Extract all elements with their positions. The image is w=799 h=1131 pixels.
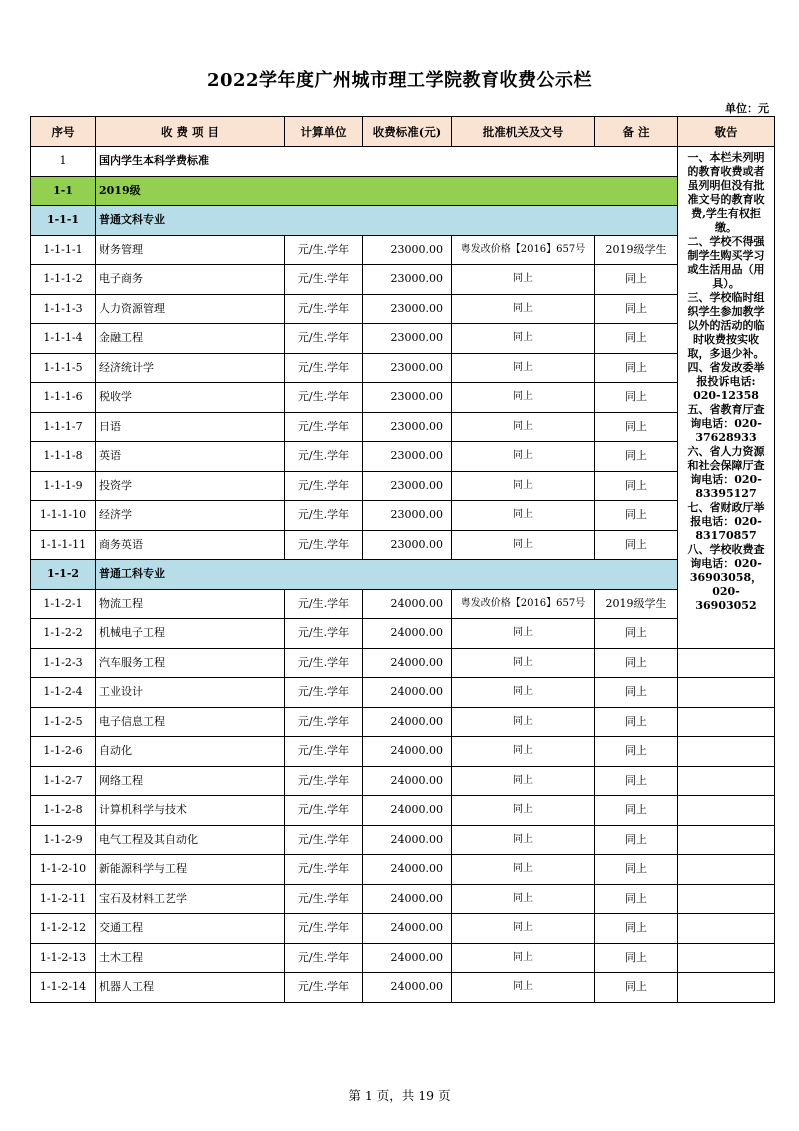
notice-empty-cell — [678, 884, 775, 914]
row-unit: 元/生.学年 — [285, 501, 363, 531]
row-approval: 同上 — [452, 294, 595, 324]
row-approval: 同上 — [452, 914, 595, 944]
row-note: 2019级学生 — [595, 235, 678, 265]
row-no: 1-1-1-5 — [31, 353, 96, 383]
table-row — [31, 766, 775, 796]
notice-line: 报电话：020- — [690, 515, 762, 528]
notice-line: 缴。 — [715, 221, 737, 234]
row-approval: 同上 — [452, 766, 595, 796]
table-row — [31, 678, 775, 708]
notice-line: 37628933 — [695, 431, 757, 444]
notice-line: 六、省人力资源 — [687, 445, 765, 458]
row-no: 1-1-1-2 — [31, 265, 96, 295]
row-approval: 同上 — [452, 265, 595, 295]
row-standard: 24000.00 — [363, 737, 452, 767]
row-standard: 23000.00 — [363, 324, 452, 354]
section-no: 1-1-1 — [31, 206, 96, 236]
row-note: 同上 — [595, 265, 678, 295]
row-no: 1-1-2-3 — [31, 648, 96, 678]
notice-line: 询电话：020- — [690, 473, 762, 486]
header-row — [31, 117, 775, 147]
notice-text — [681, 151, 771, 613]
row-no: 1-1-1-8 — [31, 442, 96, 472]
table-row — [31, 530, 775, 560]
row-approval: 粤发改价格【2016】657号 — [452, 589, 595, 619]
table-row — [31, 501, 775, 531]
table-row — [31, 973, 775, 1003]
row-note: 同上 — [595, 353, 678, 383]
table-row — [31, 265, 775, 295]
row-standard: 23000.00 — [363, 265, 452, 295]
section-row-liberal — [31, 206, 775, 236]
notice-line: 020-12358 — [693, 389, 759, 402]
table-row — [31, 737, 775, 767]
row-unit: 元/生.学年 — [285, 943, 363, 973]
row-approval: 粤发改价格【2016】657号 — [452, 235, 595, 265]
row-standard: 24000.00 — [363, 884, 452, 914]
row-unit: 元/生.学年 — [285, 973, 363, 1003]
row-unit: 元/生.学年 — [285, 796, 363, 826]
section-name: 国内学生本科学费标准 — [96, 147, 678, 177]
notice-line: 八、学校收费查 — [687, 543, 765, 556]
row-item: 人力资源管理 — [96, 294, 285, 324]
row-approval: 同上 — [452, 324, 595, 354]
row-approval: 同上 — [452, 353, 595, 383]
row-note: 同上 — [595, 412, 678, 442]
row-no: 1-1-2-14 — [31, 973, 96, 1003]
notice-line: 询电话：020- — [690, 417, 762, 430]
table-row — [31, 914, 775, 944]
row-standard: 24000.00 — [363, 766, 452, 796]
row-no: 1-1-1-4 — [31, 324, 96, 354]
notice-line: 或生活用品（用 — [687, 263, 765, 276]
row-no: 1-1-1-1 — [31, 235, 96, 265]
row-unit: 元/生.学年 — [285, 383, 363, 413]
table-row — [31, 412, 775, 442]
row-approval: 同上 — [452, 648, 595, 678]
row-unit: 元/生.学年 — [285, 825, 363, 855]
notice-empty-cell — [678, 943, 775, 973]
row-no: 1-1-2-9 — [31, 825, 96, 855]
fee-table — [30, 116, 775, 1003]
table-row — [31, 442, 775, 472]
row-approval: 同上 — [452, 619, 595, 649]
unit-note: 单位：元 — [725, 102, 769, 115]
row-item: 自动化 — [96, 737, 285, 767]
row-note: 同上 — [595, 914, 678, 944]
row-approval: 同上 — [452, 501, 595, 531]
row-item: 电子商务 — [96, 265, 285, 295]
row-unit: 元/生.学年 — [285, 265, 363, 295]
row-note: 同上 — [595, 855, 678, 885]
notice-line: 的教育收费或者 — [687, 165, 765, 178]
row-standard: 24000.00 — [363, 589, 452, 619]
section-name: 2019级 — [96, 176, 678, 206]
row-no: 1-1-2-1 — [31, 589, 96, 619]
notice-line: 以外的活动的临 — [687, 319, 765, 332]
row-note: 同上 — [595, 442, 678, 472]
notice-line: 36903052 — [695, 599, 757, 612]
row-approval: 同上 — [452, 884, 595, 914]
notice-empty-cell — [678, 648, 775, 678]
row-approval: 同上 — [452, 471, 595, 501]
row-item: 汽车服务工程 — [96, 648, 285, 678]
row-unit: 元/生.学年 — [285, 353, 363, 383]
section-row-top — [31, 147, 775, 177]
header-note: 备 注 — [595, 117, 678, 147]
row-approval: 同上 — [452, 943, 595, 973]
section-no: 1-1 — [31, 176, 96, 206]
row-note: 同上 — [595, 619, 678, 649]
notice-empty-cell — [678, 855, 775, 885]
notice-line: 36903058，020- — [689, 571, 763, 598]
row-standard: 24000.00 — [363, 855, 452, 885]
row-note: 同上 — [595, 973, 678, 1003]
row-unit: 元/生.学年 — [285, 471, 363, 501]
page-title: 2022学年度广州城市理工学院教育收费公示栏 — [206, 70, 593, 91]
row-note: 同上 — [595, 678, 678, 708]
row-unit: 元/生.学年 — [285, 884, 363, 914]
row-unit: 元/生.学年 — [285, 589, 363, 619]
notice-empty-cell — [678, 825, 775, 855]
table-row — [31, 825, 775, 855]
row-item: 电气工程及其自动化 — [96, 825, 285, 855]
row-note: 同上 — [595, 737, 678, 767]
row-item: 商务英语 — [96, 530, 285, 560]
row-approval: 同上 — [452, 707, 595, 737]
notice-line: 虽列明但没有批 — [687, 179, 765, 192]
row-standard: 23000.00 — [363, 530, 452, 560]
row-note: 同上 — [595, 383, 678, 413]
row-standard: 23000.00 — [363, 235, 452, 265]
row-item: 新能源科学与工程 — [96, 855, 285, 885]
row-item: 计算机科学与技术 — [96, 796, 285, 826]
notice-line: 83395127 — [695, 487, 757, 500]
row-item: 宝石及材料工艺学 — [96, 884, 285, 914]
row-unit: 元/生.学年 — [285, 914, 363, 944]
row-unit: 元/生.学年 — [285, 530, 363, 560]
row-approval: 同上 — [452, 442, 595, 472]
row-standard: 23000.00 — [363, 294, 452, 324]
row-standard: 24000.00 — [363, 648, 452, 678]
section-name: 普通工科专业 — [96, 560, 678, 590]
row-standard: 23000.00 — [363, 353, 452, 383]
row-no: 1-1-2-4 — [31, 678, 96, 708]
notice-line: 报投诉电话: — [696, 375, 756, 388]
row-unit: 元/生.学年 — [285, 707, 363, 737]
row-approval: 同上 — [452, 530, 595, 560]
notice-line: 四、省发改委举 — [687, 361, 765, 374]
row-item: 金融工程 — [96, 324, 285, 354]
header-standard: 收费标准(元) — [363, 117, 452, 147]
row-no: 1-1-2-11 — [31, 884, 96, 914]
section-no: 1 — [31, 147, 96, 177]
notice-line: 五、省教育厅查 — [687, 403, 765, 416]
row-standard: 24000.00 — [363, 678, 452, 708]
row-standard: 24000.00 — [363, 825, 452, 855]
notice-cell — [678, 147, 775, 649]
row-no: 1-1-1-3 — [31, 294, 96, 324]
table-row — [31, 589, 775, 619]
row-unit: 元/生.学年 — [285, 619, 363, 649]
row-item: 税收学 — [96, 383, 285, 413]
notice-line: 83170857 — [695, 529, 757, 542]
row-item: 日语 — [96, 412, 285, 442]
row-standard: 24000.00 — [363, 796, 452, 826]
notice-line: 三、学校临时组 — [687, 291, 765, 304]
row-note: 同上 — [595, 943, 678, 973]
page-footer: 第 1 页，共 19 页 — [348, 1088, 451, 1103]
section-row-science — [31, 560, 775, 590]
table-row — [31, 324, 775, 354]
row-item: 机器人工程 — [96, 973, 285, 1003]
row-no: 1-1-2-6 — [31, 737, 96, 767]
row-item: 经济学 — [96, 501, 285, 531]
row-unit: 元/生.学年 — [285, 648, 363, 678]
row-no: 1-1-2-8 — [31, 796, 96, 826]
row-item: 物流工程 — [96, 589, 285, 619]
row-approval: 同上 — [452, 825, 595, 855]
notice-line: 具）。 — [712, 277, 740, 290]
row-standard: 23000.00 — [363, 471, 452, 501]
row-standard: 24000.00 — [363, 914, 452, 944]
header-item: 收 费 项 目 — [96, 117, 285, 147]
row-note: 同上 — [595, 324, 678, 354]
row-note: 同上 — [595, 471, 678, 501]
row-item: 网络工程 — [96, 766, 285, 796]
row-no: 1-1-1-6 — [31, 383, 96, 413]
notice-empty-cell — [678, 914, 775, 944]
row-unit: 元/生.学年 — [285, 737, 363, 767]
row-note: 同上 — [595, 766, 678, 796]
row-unit: 元/生.学年 — [285, 324, 363, 354]
row-note: 同上 — [595, 501, 678, 531]
section-no: 1-1-2 — [31, 560, 96, 590]
notice-empty-cell — [678, 678, 775, 708]
notice-line: 一、本栏未列明 — [687, 151, 765, 164]
table-row — [31, 353, 775, 383]
row-standard: 24000.00 — [363, 943, 452, 973]
notice-empty-cell — [678, 796, 775, 826]
row-no: 1-1-1-11 — [31, 530, 96, 560]
row-standard: 24000.00 — [363, 707, 452, 737]
table-row — [31, 648, 775, 678]
row-item: 英语 — [96, 442, 285, 472]
row-no: 1-1-1-10 — [31, 501, 96, 531]
notice-line: 询电话：020- — [690, 557, 762, 570]
header-notice: 敬告 — [678, 117, 775, 147]
row-item: 机械电子工程 — [96, 619, 285, 649]
row-note: 同上 — [595, 294, 678, 324]
notice-line: 七、省财政厅举 — [687, 501, 765, 514]
row-unit: 元/生.学年 — [285, 766, 363, 796]
row-no: 1-1-2-13 — [31, 943, 96, 973]
notice-empty-cell — [678, 737, 775, 767]
row-unit: 元/生.学年 — [285, 412, 363, 442]
row-approval: 同上 — [452, 855, 595, 885]
notice-line: 二、学校不得强 — [687, 235, 765, 248]
row-item: 财务管理 — [96, 235, 285, 265]
row-note: 同上 — [595, 884, 678, 914]
notice-empty-cell — [678, 707, 775, 737]
row-item: 投资学 — [96, 471, 285, 501]
row-no: 1-1-2-12 — [31, 914, 96, 944]
row-note: 同上 — [595, 648, 678, 678]
notice-line: 制学生购买学习 — [687, 249, 765, 262]
table-row — [31, 471, 775, 501]
notice-line: 费,学生有权拒 — [691, 207, 761, 220]
row-unit: 元/生.学年 — [285, 442, 363, 472]
row-unit: 元/生.学年 — [285, 235, 363, 265]
row-no: 1-1-2-10 — [31, 855, 96, 885]
row-no: 1-1-2-2 — [31, 619, 96, 649]
row-note: 同上 — [595, 796, 678, 826]
notice-empty-cell — [678, 973, 775, 1003]
row-note: 同上 — [595, 825, 678, 855]
table-row — [31, 294, 775, 324]
table-row — [31, 884, 775, 914]
row-no: 1-1-1-9 — [31, 471, 96, 501]
row-standard: 23000.00 — [363, 412, 452, 442]
table-row — [31, 943, 775, 973]
notice-line: 取，多退少补。 — [687, 347, 765, 360]
row-standard: 23000.00 — [363, 442, 452, 472]
row-unit: 元/生.学年 — [285, 678, 363, 708]
row-item: 土木工程 — [96, 943, 285, 973]
notice-line: 和社会保障厅查 — [687, 459, 765, 472]
header-approval: 批准机关及文号 — [452, 117, 595, 147]
notice-empty-cell — [678, 766, 775, 796]
header-unit: 计算单位 — [285, 117, 363, 147]
table-row — [31, 796, 775, 826]
row-standard: 23000.00 — [363, 383, 452, 413]
table-row — [31, 855, 775, 885]
row-item: 电子信息工程 — [96, 707, 285, 737]
row-standard: 24000.00 — [363, 973, 452, 1003]
row-note: 2019级学生 — [595, 589, 678, 619]
row-item: 经济统计学 — [96, 353, 285, 383]
table-row — [31, 383, 775, 413]
section-row-year — [31, 176, 775, 206]
notice-line: 准文号的教育收 — [687, 193, 765, 206]
header-no: 序号 — [31, 117, 96, 147]
row-note: 同上 — [595, 707, 678, 737]
row-unit: 元/生.学年 — [285, 294, 363, 324]
row-unit: 元/生.学年 — [285, 855, 363, 885]
row-approval: 同上 — [452, 412, 595, 442]
row-approval: 同上 — [452, 737, 595, 767]
table-row — [31, 235, 775, 265]
table-row — [31, 707, 775, 737]
row-no: 1-1-1-7 — [31, 412, 96, 442]
notice-line: 时收费按实收 — [693, 333, 759, 346]
section-name: 普通文科专业 — [96, 206, 678, 236]
row-standard: 24000.00 — [363, 619, 452, 649]
row-approval: 同上 — [452, 973, 595, 1003]
row-no: 1-1-2-5 — [31, 707, 96, 737]
row-approval: 同上 — [452, 678, 595, 708]
row-standard: 23000.00 — [363, 501, 452, 531]
row-item: 交通工程 — [96, 914, 285, 944]
row-no: 1-1-2-7 — [31, 766, 96, 796]
table-row — [31, 619, 775, 649]
row-approval: 同上 — [452, 383, 595, 413]
notice-line: 织学生参加教学 — [687, 305, 765, 318]
row-note: 同上 — [595, 530, 678, 560]
row-approval: 同上 — [452, 796, 595, 826]
row-item: 工业设计 — [96, 678, 285, 708]
